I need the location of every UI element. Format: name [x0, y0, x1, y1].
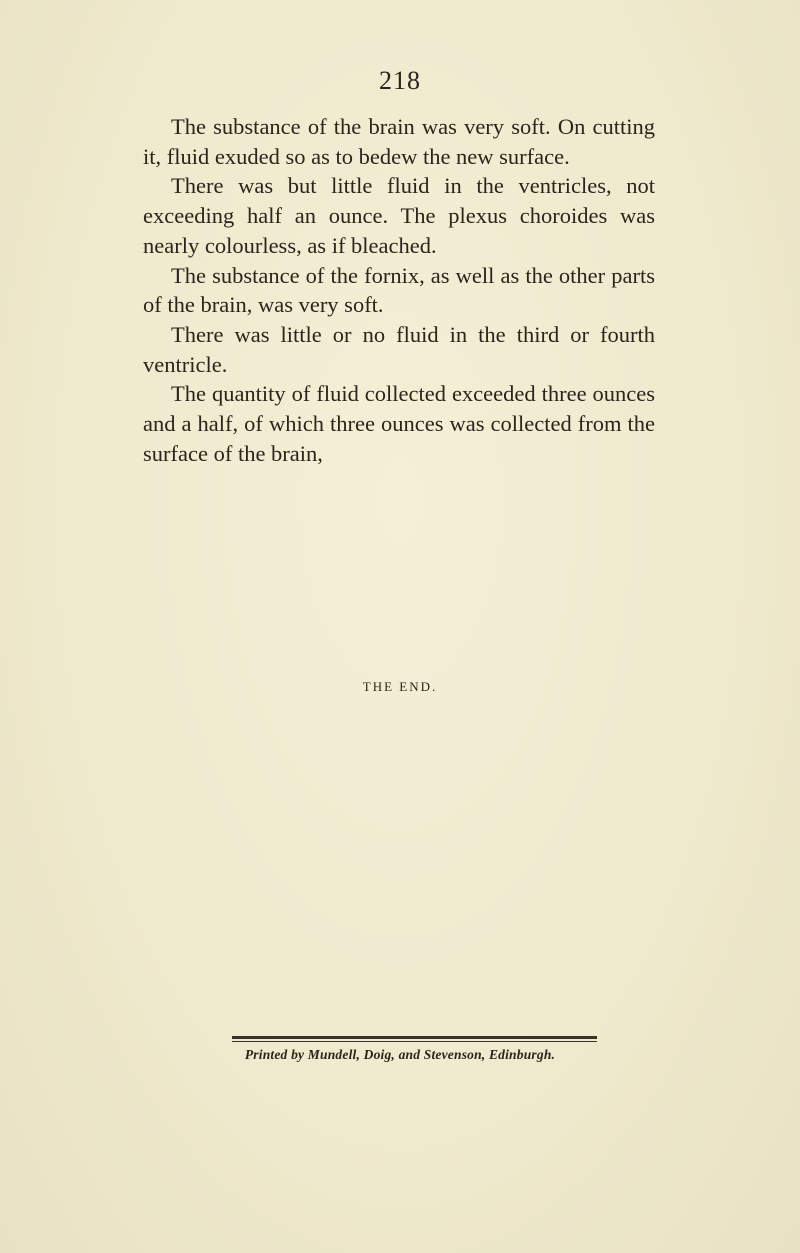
paragraph: There was little or no fluid in the third or fourth ventricle. [143, 321, 655, 377]
paragraph: There was but little fluid in the ventricles, not exceeding half an ounce. The plexus choroides was nearly colourless, as if bleached. [143, 173, 655, 258]
body-text [143, 112, 655, 468]
paragraph: The substance of the brain was very soft. On cutting it, fluid exuded so as to bedew the new surface. [143, 114, 655, 169]
paragraph: The quantity of fluid collected exceeded three ounces and a half, of which three ounces was collected from the surface of the brain, [143, 381, 655, 466]
printer-imprint: Printed by Mundell, Doig, and Stevenson, Edinburgh. [244, 1047, 556, 1062]
paragraph: The substance of the fornix, as well as the other parts of the brain, was very soft. [143, 262, 655, 318]
page-number: 218 [379, 66, 421, 95]
the-end-label: THE END. [362, 679, 438, 694]
imprint-rule-thin [232, 1041, 597, 1042]
imprint-rule-thick [232, 1036, 597, 1039]
